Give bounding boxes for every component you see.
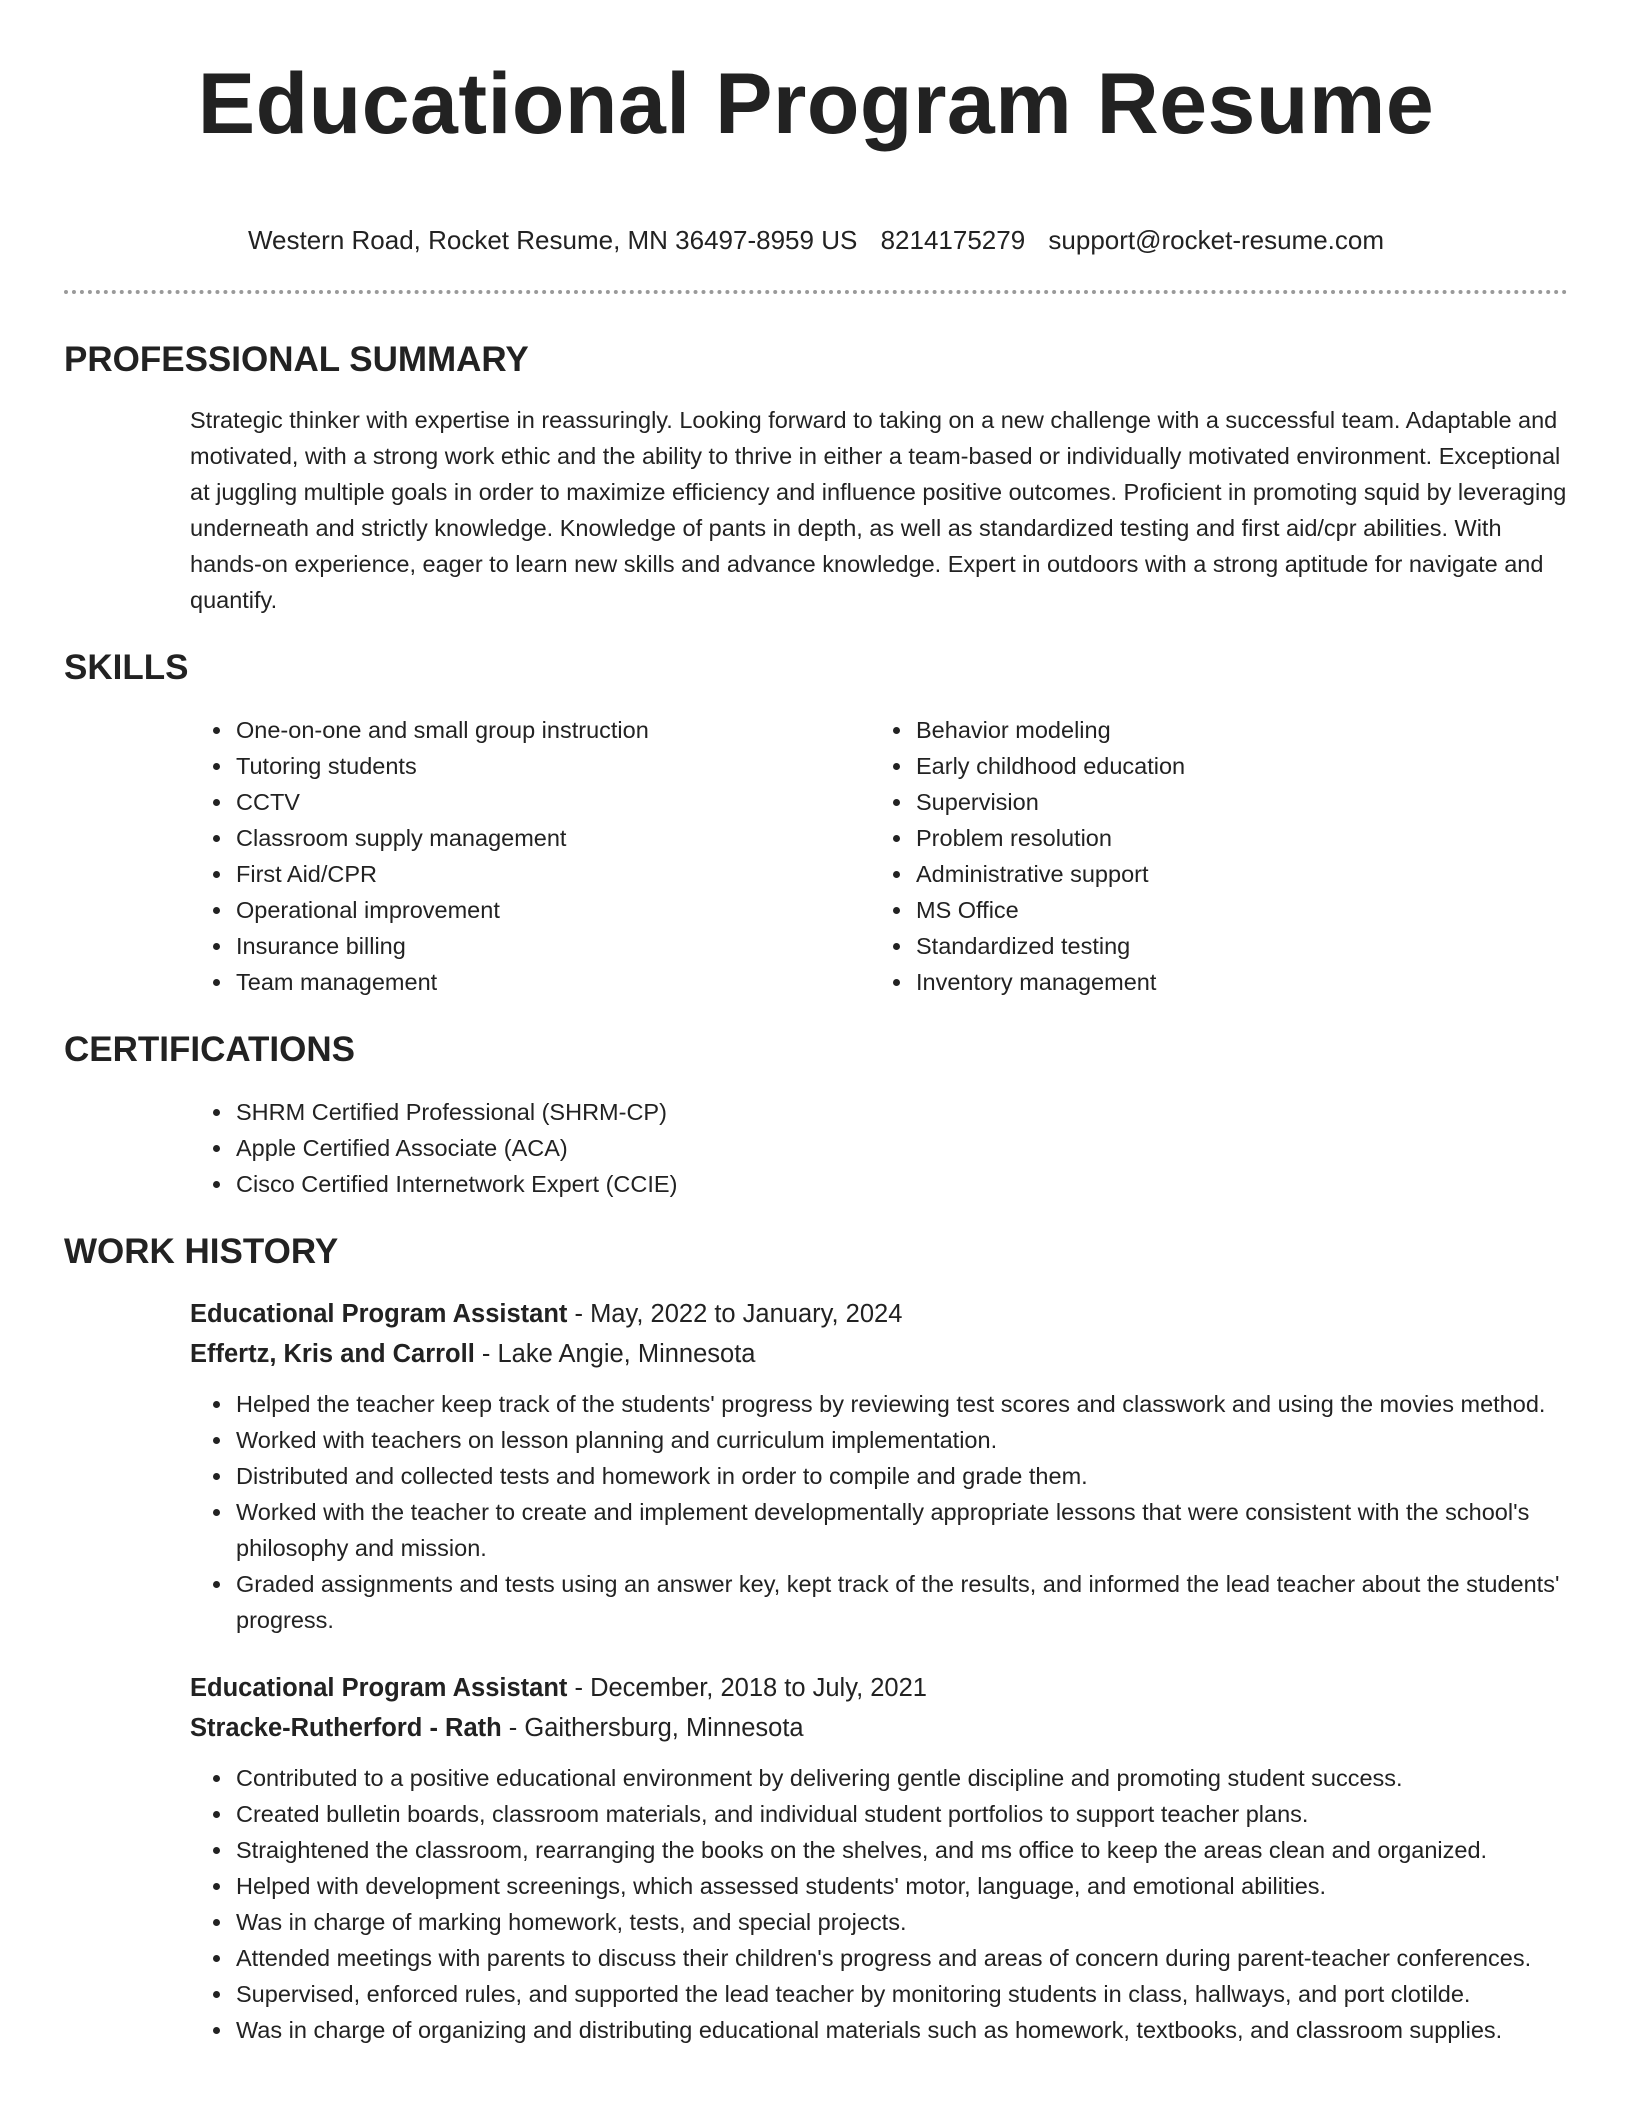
job-title-line (190, 1668, 1568, 1708)
skills-column-right (870, 712, 1550, 1000)
skill-item: • Problem resolution (914, 820, 1550, 856)
job-duty-item: • Worked with the teacher to create and implement developmentally appropriate lessons that were consistent with the school's philosophy and mission. (234, 1494, 1568, 1566)
job-duty-item: • Helped the teacher keep track of the students' progress by reviewing test scores and classwork and using the movies method. (234, 1386, 1568, 1422)
job-entry (190, 1668, 1568, 2048)
job-duty-item: • Was in charge of marking homework, tests, and special projects. (234, 1904, 1568, 1940)
contact-line (0, 224, 1632, 256)
contact-address: Western Road, Rocket Resume, MN 36497-8959 US (247, 225, 858, 255)
skill-item: • Classroom supply management (234, 820, 870, 856)
skill-item: • Early childhood education (914, 748, 1550, 784)
certification-item: • Cisco Certified Internetwork Expert (CCIE) (234, 1166, 1568, 1202)
job-duty-item: • Helped with development screenings, which assessed students' motor, language, and emotional abilities. (234, 1868, 1568, 1904)
certifications-list (190, 1094, 1568, 1202)
skill-item: • Behavior modeling (914, 712, 1550, 748)
job-entry (190, 1294, 1568, 1638)
skill-item: • Supervision (914, 784, 1550, 820)
skill-item: • MS Office (914, 892, 1550, 928)
job-duty-item: • Created bulletin boards, classroom materials, and individual student portfolios to support teacher plans. (234, 1796, 1568, 1832)
skill-item: • Tutoring students (234, 748, 870, 784)
skills-column-left (190, 712, 870, 1000)
job-company: Effertz, Kris and Carroll (190, 1340, 475, 1368)
resume-title: Educational Program Resume (197, 56, 1435, 152)
summary-heading: PROFESSIONAL SUMMARY (64, 340, 529, 379)
contact-email: support@rocket-resume.com (1048, 225, 1385, 255)
job-duty-item: • Graded assignments and tests using an answer key, kept track of the results, and informed the lead teacher about the students' progress. (234, 1566, 1568, 1638)
job-duties (190, 1386, 1568, 1638)
job-duty-item: • Supervised, enforced rules, and supported the lead teacher by monitoring students in class, hallways, and port clotilde. (234, 1976, 1568, 2012)
job-location: - Lake Angie, Minnesota (474, 1340, 756, 1368)
certification-item: • Apple Certified Associate (ACA) (234, 1130, 1568, 1166)
job-role: Educational Program Assistant (190, 1674, 568, 1702)
skill-item: • One-on-one and small group instruction (234, 712, 870, 748)
job-duty-item: • Straightened the classroom, rearranging the books on the shelves, and ms office to keep the areas clean and organized. (234, 1832, 1568, 1868)
job-company-line (190, 1708, 1568, 1748)
certification-item: • SHRM Certified Professional (SHRM-CP) (234, 1094, 1568, 1130)
job-duty-item: • Distributed and collected tests and homework in order to compile and grade them. (234, 1458, 1568, 1494)
skills-list (190, 712, 1568, 1000)
skill-item: • CCTV (234, 784, 870, 820)
skill-item: • Insurance billing (234, 928, 870, 964)
contact-phone: 8214175279 (880, 225, 1026, 255)
skill-item: • Operational improvement (234, 892, 870, 928)
skill-item: • Standardized testing (914, 928, 1550, 964)
job-duty-item: • Contributed to a positive educational environment by delivering gentle discipline and promoting student success. (234, 1760, 1568, 1796)
skill-item: • Administrative support (914, 856, 1550, 892)
job-dates: - December, 2018 to July, 2021 (567, 1674, 927, 1702)
job-company: Stracke-Rutherford - Rath (190, 1714, 502, 1742)
job-duty-item: • Attended meetings with parents to discuss their children's progress and areas of concern during parent-teacher conferences. (234, 1940, 1568, 1976)
job-duties (190, 1760, 1568, 2048)
work-history-heading: WORK HISTORY (64, 1232, 339, 1271)
job-role: Educational Program Assistant (190, 1300, 568, 1328)
job-location: - Gaithersburg, Minnesota (501, 1714, 804, 1742)
skill-item: • Team management (234, 964, 870, 1000)
skills-heading: SKILLS (64, 648, 189, 687)
job-duty-item: • Was in charge of organizing and distributing educational materials such as homework, textbooks, and classroom supplies. (234, 2012, 1568, 2048)
skill-item: • First Aid/CPR (234, 856, 870, 892)
job-title-line (190, 1294, 1568, 1334)
job-company-line (190, 1334, 1568, 1374)
summary-text: Strategic thinker with expertise in reassuringly. Looking forward to taking on a new challenge with a successful team. Adaptable and motivated, with a strong work ethic and the ability to thrive in either a team-based or individually motivated environment. Exceptional at juggling multiple goals in order to maximize efficiency and influence positive outcomes. Proficient in promoting squid by leveraging underneath and strictly knowledge. Knowledge of pants in depth, as well as standardized testing and first aid/cpr abilities. With hands-on experience, eager to learn new skills and advance knowledge. Expert in outdoors with a strong aptitude for navigate and quantify. (190, 407, 1567, 613)
header-divider (64, 290, 1568, 294)
job-dates: - May, 2022 to January, 2024 (567, 1300, 903, 1328)
skill-item: • Inventory management (914, 964, 1550, 1000)
certifications-heading: CERTIFICATIONS (64, 1030, 356, 1069)
job-duty-item: • Worked with teachers on lesson planning and curriculum implementation. (234, 1422, 1568, 1458)
